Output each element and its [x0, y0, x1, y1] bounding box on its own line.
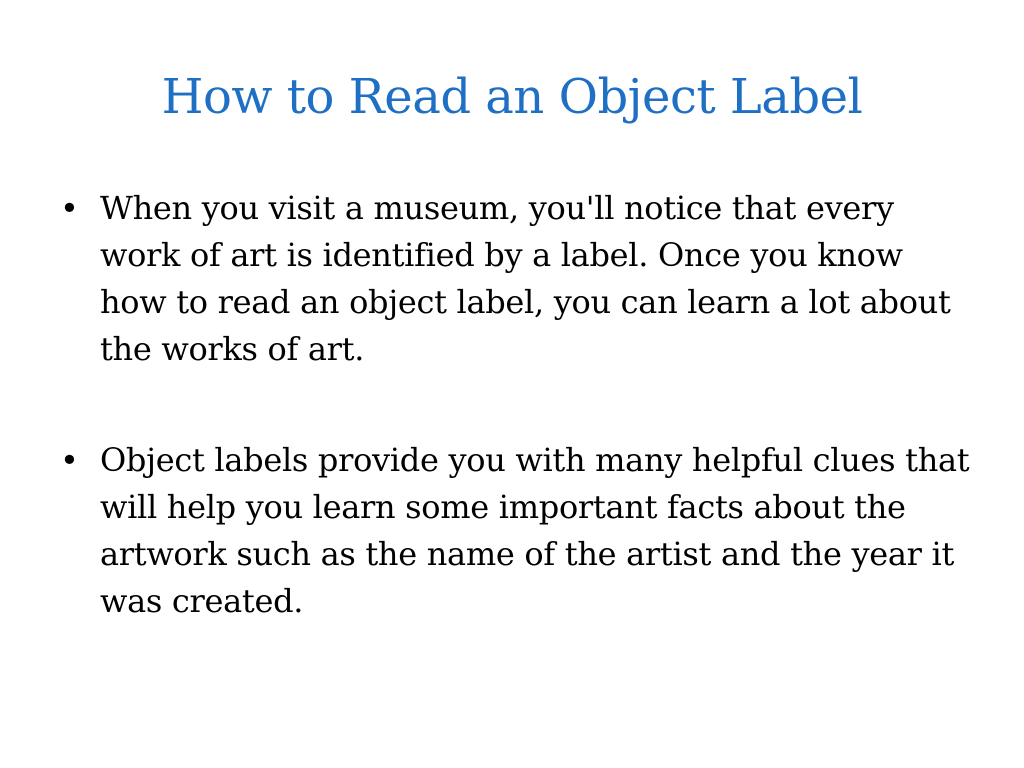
- bullet-marker: •: [60, 441, 79, 479]
- bullet-text: When you visit a museum, you'll notice that every work of art is identified by a label. Once you know how to read an object label, you can learn a lot about the works of art.: [100, 189, 951, 368]
- slide-title: How to Read an Object Label: [161, 69, 863, 125]
- bullet-text: Object labels provide you with many helpful clues that will help you learn some important facts about the artwork such as the name of the artist and the year it was created.: [100, 441, 970, 620]
- bullet-list: [58, 185, 978, 689]
- bullet-item: [58, 185, 978, 373]
- bullet-item: [58, 437, 978, 625]
- bullet-marker: •: [60, 189, 79, 227]
